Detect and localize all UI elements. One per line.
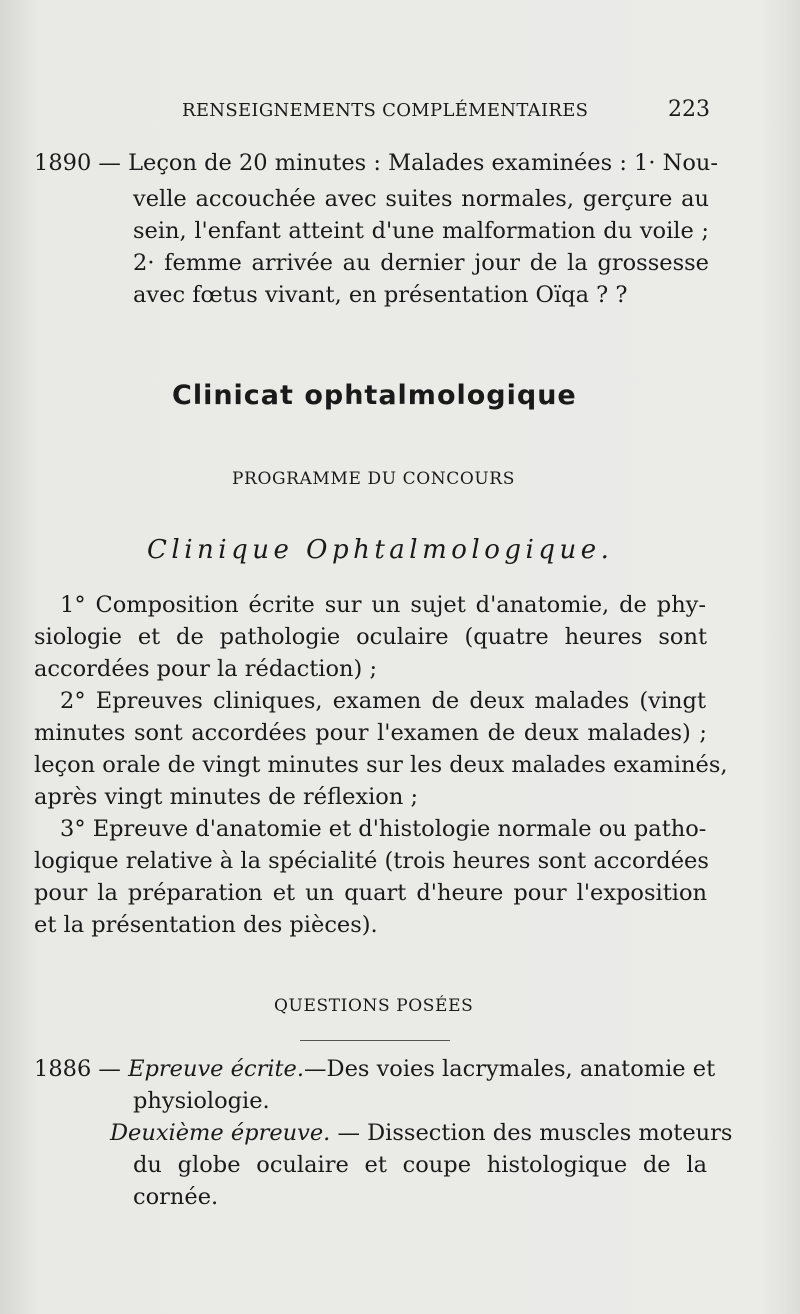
- section-title: Clinicat ophtalmologique: [172, 380, 577, 411]
- entry-1890-line-5: avec fœtus vivant, en présentation Oïqa ? ?: [133, 282, 628, 308]
- program-line-11: et la présentation des pièces).: [34, 912, 378, 938]
- entry-1890-line-3: sein, l'enfant atteint d'une malformation du voile ;: [133, 218, 709, 244]
- question-1886-line-4: du globe oculaire et coupe histologique de la: [133, 1152, 707, 1178]
- question-1886-line-1: [34, 1058, 715, 1081]
- question-1886-line-2: physiologie.: [133, 1088, 270, 1114]
- running-head: RENSEIGNEMENTS COMPLÉMENTAIRES: [182, 100, 589, 121]
- deuxieme-epreuve-text: — Dissection des muscles moteurs: [330, 1120, 733, 1146]
- program-line-8: 3° Epreuve d'anatomie et d'histologie normale ou patho-: [60, 816, 707, 842]
- deuxieme-epreuve-label: Deuxième épreuve.: [110, 1120, 331, 1146]
- divider-rule: [300, 1040, 450, 1041]
- program-line-7: après vingt minutes de réflexion ;: [34, 784, 419, 810]
- program-line-1: 1° Composition écrite sur un sujet d'anatomie, de phy-: [60, 592, 706, 618]
- epreuve-ecrite-text: —Des voies lacrymales, anatomie et: [304, 1056, 716, 1082]
- program-line-9: logique relative à la spécialité (trois heures sont accordées: [34, 848, 709, 874]
- questions-heading: QUESTIONS POSÉES: [274, 996, 474, 1016]
- program-line-2: siologie et de pathologie oculaire (quatre heures sont: [34, 624, 707, 650]
- entry-1890-line-2: velle accouchée avec suites normales, gerçure au: [133, 186, 709, 212]
- program-line-5: minutes sont accordées pour l'examen de deux malades) ;: [34, 720, 707, 746]
- question-1886-line-5: cornée.: [133, 1184, 219, 1210]
- entry-1890-line-4: 2· femme arrivée au dernier jour de la grossesse: [133, 250, 709, 276]
- question-1886-line-3: [110, 1122, 732, 1145]
- page-number: 223: [668, 97, 710, 122]
- program-heading: PROGRAMME DU CONCOURS: [232, 469, 515, 489]
- program-line-4: 2° Epreuves cliniques, examen de deux malades (vingt: [60, 688, 706, 714]
- entry-1890-line-1: 1890 — Leçon de 20 minutes : Malades examinées : 1· Nou-: [34, 150, 718, 176]
- program-line-10: pour la préparation et un quart d'heure pour l'exposition: [34, 880, 707, 906]
- epreuve-ecrite-label: Epreuve écrite.: [128, 1056, 305, 1082]
- section-subtitle: Clinique Ophtalmologique.: [147, 535, 614, 565]
- year-1886: 1886 —: [34, 1056, 121, 1082]
- program-line-3: accordées pour la rédaction) ;: [34, 656, 378, 682]
- program-line-6: leçon orale de vingt minutes sur les deux malades examinés,: [34, 752, 728, 778]
